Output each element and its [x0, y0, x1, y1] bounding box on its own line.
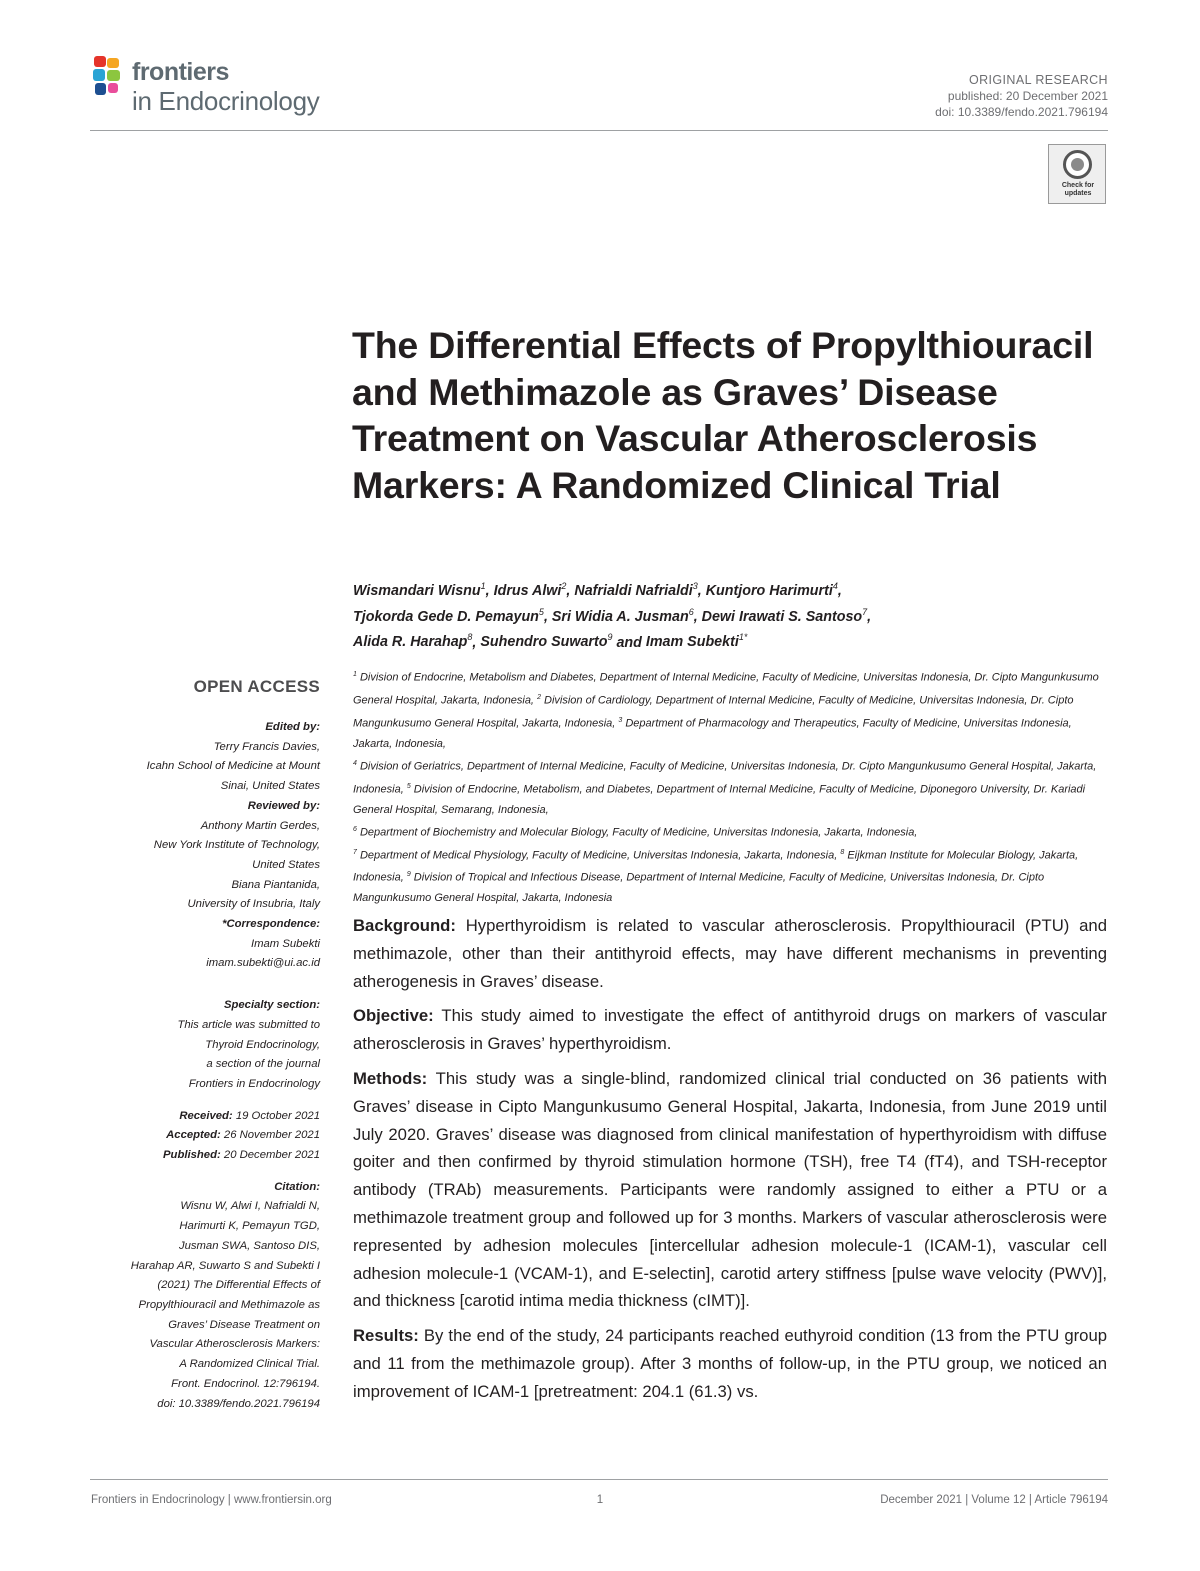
specialty-line: Thyroid Endocrinology, — [205, 1038, 320, 1051]
author[interactable]: Kuntjoro Harimurti$^4$ — [705, 581, 838, 599]
author[interactable]: Tjokorda Gede D. Pemayun$^5$ — [353, 606, 544, 625]
check-updates-label: Check for updates — [1061, 182, 1095, 197]
reviewer-line: United States — [252, 858, 320, 871]
citation-label: Citation: — [274, 1180, 320, 1193]
citation-line: Jusman SWA, Santoso DIS, — [178, 1239, 320, 1252]
article-meta — [935, 72, 1108, 120]
specialty-line: Frontiers in Endocrinology — [188, 1077, 320, 1090]
editor-line: Icahn School of Medicine at Mount — [146, 760, 320, 773]
edited-by-label: Edited by: — [265, 721, 320, 733]
author[interactable]: Nafrialdi Nafrialdi$^3$ — [574, 581, 698, 599]
check-updates-icon — [1063, 150, 1092, 179]
published-date: published: 20 December 2021 — [947, 89, 1108, 103]
author[interactable]: Alida R. Harahap$^8$ — [353, 632, 473, 651]
article-doi[interactable]: doi: 10.3389/fendo.2021.796194 — [935, 105, 1108, 119]
affiliations: $^1$ Division of Endocrine, Metabolism and Diabetes, Department of Internal Medicine, Faculty of Medicine, Universitas Indonesia, Dr. Cipto Mangunkusumo General Hospital, Jakarta, Indonesia, $^2$ Division of Cardiology, Department of Internal Medicine, Faculty of Medicine, Universitas Indonesia, Dr. Cipto Mangunkusumo General Hospital, Jakarta, Indonesia, $^3$ Department of Pharmacology and Therapeutics, Faculty of Medicine, Universitas Indonesia, Jakarta, Indonesia, $^4$ Division of Geriatrics, Department of Internal Medicine, Faculty of Medicine, Universitas Indonesia, Dr. Cipto Mangunkusumo General Hospital, Jakarta, Indonesia, $^5$ Division of Endocrine, Metabolism, and Diabetes, Department of Internal Medicine, Faculty of Medicine, Diponegoro University, Dr. Kariadi General Hospital, Semarang, Indonesia, $^6$ Department of Biochemistry and Molecular Biology, Faculty of Medicine, Universitas Indonesia, Jakarta, Indonesia, $^7$ Department of Medical Physiology, Faculty of Medicine, Universitas Indonesia, Jakarta, Indonesia, $^8$ Eijkman Institute for Molecular Biology, Jakarta, Indonesia, $^9$ Division of Tropical and Infectious Disease, Department of Internal Medicine, Faculty of Medicine, Universitas Indonesia, Dr. Cipto Mangunkusumo General Hospital, Jakarta, Indonesia — [353, 671, 1099, 905]
abstract-results: Results: By the end of the study, 24 participants reached euthyroid condition (13 from the PTU group and 11 from the methimazole group). After 3 months of follow-up, in the PTU group, we noticed an improvement of ICAM-1 [pretreatment: 204.1 (61.3) vs. — [353, 1326, 1107, 1401]
published-date-sidebar: Published: 20 December 2021 — [163, 1149, 320, 1162]
citation-doi[interactable]: doi: 10.3389/fendo.2021.796194 — [157, 1397, 320, 1410]
frontiers-logo-icon — [90, 54, 132, 100]
citation-line: Wisnu W, Alwi I, Nafrialdi N, — [180, 1200, 320, 1213]
author[interactable]: Sri Widia A. Jusman$^6$ — [551, 606, 694, 625]
abstract-methods: Methods: This study was a single-blind, randomized clinical trial conducted on 36 patients with Graves’ disease in Cipto Mangunkusumo General Hospital, Jakarta, Indonesia, from June 2019 until July 2020. Graves’ disease was diagnosed from clinical manifestation of hyperthyroidism with diffuse goiter and then confirmed by thyroid stimulation hormone (TSH), free T4 (fT4), and TSH-receptor antibody (TRAb) measurements. Participants were randomly assigned to either a PTU or a methimazole treatment group and followed up for 3 months. Markers of vascular atherosclerosis were represented by adhesion molecules [intercellular adhesion molecule-1 (ICAM-1), vascular cell adhesion molecule-1 (VCAM-1), and E-selectin], carotid artery stiffness [pulse wave velocity (PWV)], and thickness [carotid intima media thickness (cIMT)]. — [353, 1068, 1107, 1311]
correspondence-name: Imam Subekti — [250, 937, 320, 950]
reviewed-by-label: Reviewed by: — [247, 799, 320, 812]
reviewer-line: Biana Piantanida, — [231, 878, 320, 891]
reviewer-line: Anthony Martin Gerdes, — [200, 819, 320, 832]
author[interactable]: Imam Subekti$^{1*}$ — [645, 632, 748, 651]
article-info-sidebar — [90, 676, 320, 1414]
author[interactable]: Idrus Alwi$^2$ — [493, 581, 567, 599]
footer-journal-link[interactable]: Frontiers in Endocrinology | www.frontiersin.org — [91, 1494, 332, 1506]
abstract — [353, 912, 1107, 1413]
citation-line: Harimurti K, Pemayun TGD, — [179, 1220, 320, 1233]
brand-name: frontiers — [132, 58, 229, 86]
author-list: Wismandari Wisnu$^1$, Idrus Alwi$^2$, Nafrialdi Nafrialdi$^3$, Kuntjoro Harimurti$^4$, Tjokorda Gede D. Pemayun$^5$, Sri Widia A. Jusman$^6$, Dewi Irawati S. Santoso$^7$, Alida R. Harahap$^8$, Suhendro Suwarto$^9$ and Imam Subekti$^{1*}$ — [353, 581, 872, 651]
accepted-date: Accepted: 26 November 2021 — [166, 1129, 320, 1142]
citation-line: Vascular Atherosclerosis Markers: — [149, 1338, 320, 1351]
received-date: Received: 19 October 2021 — [179, 1109, 320, 1122]
author[interactable]: Dewi Irawati S. Santoso$^7$ — [701, 606, 868, 625]
citation-line: Graves’ Disease Treatment on — [168, 1318, 320, 1331]
specialty-section-label: Specialty section: — [223, 999, 320, 1012]
citation-line: (2021) The Differential Effects of — [157, 1279, 320, 1292]
header-divider — [90, 130, 1108, 131]
author[interactable]: Wismandari Wisnu$^1$ — [353, 581, 486, 599]
page-number: 1 — [596, 1494, 604, 1506]
citation-line: Propylthiouracil and Methimazole as — [138, 1298, 320, 1311]
reviewer-line: University of Insubria, Italy — [187, 898, 320, 911]
journal-name: in Endocrinology — [132, 86, 320, 116]
editor-line: Sinai, United States — [220, 780, 320, 793]
abstract-background: Background: Hyperthyroidism is related to vascular atherosclerosis. Propylthiouracil (PTU) and methimazole, other than their antithyroid effects, may have different mechanisms in preventing atherogenesis in Graves’ disease. — [353, 916, 1107, 991]
open-access-label: OPEN ACCESS — [193, 677, 320, 696]
journal-logo[interactable] — [90, 54, 360, 124]
reviewer-line: New York Institute of Technology, — [153, 839, 320, 852]
editor-line: Terry Francis Davies, — [213, 740, 320, 753]
citation-line: Harahap AR, Suwarto S and Subekti I — [130, 1259, 320, 1272]
article-type: ORIGINAL RESEARCH — [968, 73, 1108, 87]
article-title: The Differential Effects of Propylthiouracil and Methimazole as Graves’ Disease Treatment on Vascular Atherosclerosis Markers: A Randomized Clinical Trial — [352, 324, 1094, 506]
specialty-line: This article was submitted to — [177, 1018, 320, 1031]
correspondence-email[interactable]: imam.subekti@ui.ac.id — [206, 957, 320, 970]
citation-line: Front. Endocrinol. 12:796194. — [171, 1377, 320, 1390]
author[interactable]: Suhendro Suwarto$^9$ — [480, 632, 613, 651]
citation-line: A Randomized Clinical Trial. — [179, 1358, 320, 1371]
check-for-updates-badge[interactable] — [1048, 144, 1106, 204]
footer-divider — [90, 1479, 1108, 1480]
footer-issue-info: December 2021 | Volume 12 | Article 796194 — [880, 1494, 1108, 1506]
correspondence-label: *Correspondence: — [222, 918, 320, 931]
abstract-objective: Objective: This study aimed to investigate the effect of antithyroid drugs on markers of vascular atherosclerosis in Graves’ hyperthyroidism. — [353, 1006, 1107, 1054]
specialty-line: a section of the journal — [206, 1058, 320, 1071]
